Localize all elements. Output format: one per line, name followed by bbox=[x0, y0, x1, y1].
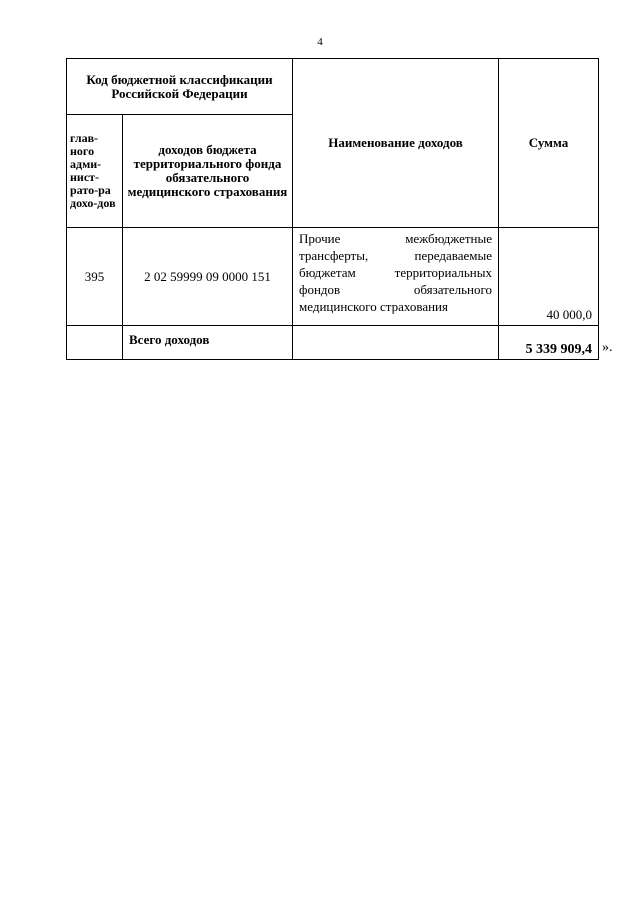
budget-revenue-table bbox=[66, 58, 599, 360]
page-number: 4 bbox=[317, 36, 323, 48]
total-row bbox=[67, 326, 599, 360]
header-sum: Сумма bbox=[499, 59, 599, 228]
header-chief-administrator: глав-ного адми-нист-рато-ра дохо-дов bbox=[67, 115, 123, 228]
header-budget-classification-code: Код бюджетной классификации Российской Федерации bbox=[67, 59, 293, 115]
cell-revenue-code: 2 02 59999 09 0000 151 bbox=[123, 228, 293, 326]
table-row bbox=[67, 228, 599, 326]
cell-empty bbox=[67, 326, 123, 360]
cell-sum: 40 000,0 bbox=[499, 228, 599, 326]
cell-admin-code: 395 bbox=[67, 228, 123, 326]
header-fund-revenue-code: доходов бюджета территориального фонда обязательного медицинского страхования bbox=[123, 115, 293, 228]
closing-quote: ». bbox=[602, 340, 613, 355]
total-sum: 5 339 909,4 bbox=[499, 326, 599, 360]
header-revenue-name: Наименование доходов bbox=[293, 59, 499, 228]
cell-revenue-name: Прочие межбюджетные трансферты, передаваемые бюджетам территориальных фондов обязательного медицинского страхования bbox=[293, 228, 499, 326]
total-label: Всего доходов bbox=[123, 326, 293, 360]
cell-empty bbox=[293, 326, 499, 360]
